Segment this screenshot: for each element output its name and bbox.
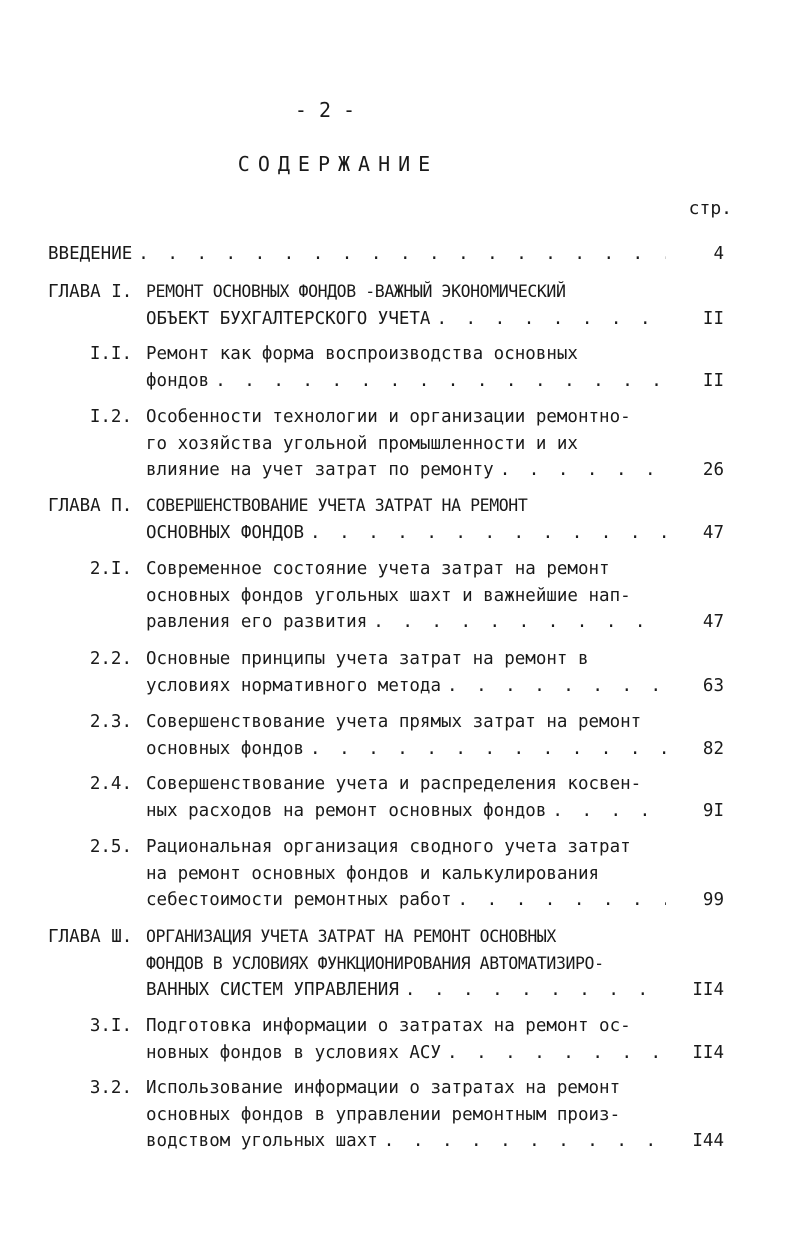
toc-entry-number: I.2. (89, 407, 132, 427)
toc-entry-line (146, 736, 666, 763)
dot-leader (304, 736, 666, 763)
toc-entry-line: Особенности технологии и организации ремонтно- (146, 407, 631, 427)
toc-page-number: II4 (692, 1042, 724, 1063)
toc-entry-line-text: ных расходов на ремонт основных фондов (146, 800, 547, 821)
toc-entry-line: го хозяйства угольной промышленности и их (146, 433, 578, 454)
toc-entry-line (146, 306, 666, 333)
toc-entry-line-text: влияние на учет затрат по ремонту (146, 460, 494, 480)
toc-entry-line: Совершенствование учета прямых затрат на ремонт (146, 712, 642, 732)
toc-entry-title (146, 1013, 666, 1066)
toc-entry-line-text: себестоимости ремонтных работ (146, 890, 452, 910)
toc-entry-line: ОРГАНИЗАЦИЯ УЧЕТА ЗАТРАТ НА РЕМОНТ ОСНОВНЫХ (146, 927, 556, 946)
page-title: СОДЕРЖАНИЕ (237, 152, 439, 176)
toc-page-number: 63 (702, 675, 724, 696)
toc-entry-number: 3.I. (89, 1016, 132, 1036)
toc-page-number: II (702, 308, 724, 329)
toc-entry-line: Современное состояние учета затрат на ремонт (146, 559, 610, 579)
toc-entry-line-text: новных фондов в условиях АСУ (146, 1042, 442, 1063)
dot-leader (452, 887, 666, 914)
toc-entry-title (146, 279, 666, 332)
toc-page-number: 47 (702, 522, 724, 543)
toc-entry-line: Подготовка информации о затратах на ремонт ос- (146, 1016, 631, 1036)
toc-page-number: 4 (713, 244, 724, 264)
toc-entry-line: Совершенствование учета и распределения косвен- (146, 774, 642, 794)
toc-entry-line (146, 798, 666, 825)
toc-entry-title (146, 834, 666, 914)
toc-entry-line: Ремонт как форма воспроизводства основных (146, 344, 578, 364)
toc-entry-line-text: равления его развития (146, 612, 368, 632)
toc-entry-line-text: ВАННЫХ СИСТЕМ УПРАВЛЕНИЯ (146, 980, 399, 1000)
toc-entry-line: СОВЕРШЕНСТВОВАНИЕ УЧЕТА ЗАТРАТ НА РЕМОНТ (146, 496, 528, 515)
toc-page-number: II (702, 370, 724, 391)
toc-entry-line: основных фондов в управлении ремонтным произ- (146, 1104, 621, 1125)
toc-entry-line (146, 673, 666, 700)
toc-entry-title (48, 241, 666, 268)
toc-entry-line-text: ОБЪЕКТ БУХГАЛТЕРСКОГО УЧЕТА (146, 308, 431, 329)
toc-entry-line-text: водством угольных шахт (146, 1131, 378, 1151)
toc-entry-line-text: ВВЕДЕНИЕ (48, 244, 133, 264)
toc-entry-line (146, 457, 666, 484)
toc-entry-title (146, 341, 666, 394)
toc-entry-line (146, 977, 666, 1004)
dot-leader (430, 306, 666, 333)
dot-leader (367, 609, 666, 636)
toc-page-number: 47 (702, 612, 724, 632)
toc-entry-number: ГЛАВА Ш. (48, 927, 133, 947)
toc-entry-title (146, 646, 666, 699)
toc-entry-line (146, 1040, 666, 1067)
page-column-label: стр. (688, 198, 732, 219)
toc-entry-line (146, 368, 666, 395)
toc-entry-line: РЕМОНТ ОСНОВНЫХ ФОНДОВ -ВАЖНЫЙ ЭКОНОМИЧЕСКИЙ (146, 282, 566, 301)
toc-entry-number: I.I. (89, 344, 132, 364)
toc-entry-line (48, 241, 666, 268)
toc-entry-title (146, 404, 666, 484)
toc-entry-line: ФОНДОВ В УСЛОВИЯХ ФУНКЦИОНИРОВАНИЯ АВТОМАТИЗИРО- (146, 953, 604, 973)
toc-entry-line (146, 520, 666, 547)
toc-entry-number: ГЛАВА I. (48, 282, 133, 302)
toc-entry-line: Основные принципы учета затрат на ремонт в (146, 649, 589, 669)
toc-entry-line: основных фондов угольных шахт и важнейшие нап- (146, 585, 631, 606)
toc-entry-line (146, 1128, 666, 1155)
toc-page-number: II4 (692, 980, 724, 1000)
dot-leader (441, 673, 666, 700)
dot-leader (378, 1128, 666, 1155)
toc-entry-number: 2.I. (89, 559, 132, 579)
toc-entry-line (146, 887, 666, 914)
toc-page-number: 99 (702, 890, 724, 910)
toc-page-number: 26 (702, 460, 724, 480)
toc-entry-title (146, 1075, 666, 1155)
dot-leader (209, 368, 666, 395)
dot-leader (304, 520, 666, 547)
toc-entry-number: 2.3. (89, 712, 132, 732)
toc-entry-title (146, 771, 666, 824)
dot-leader (546, 798, 666, 825)
toc-entry-title (146, 556, 666, 636)
toc-entry-line: на ремонт основных фондов и калькулирования (146, 863, 600, 884)
dot-leader (132, 241, 666, 268)
toc-entry-line-text: основных фондов (146, 738, 305, 759)
toc-entry-number: 2.4. (89, 774, 132, 794)
toc-entry-title (146, 924, 666, 1004)
toc-page-number: 9I (702, 800, 724, 821)
toc-entry-number: 2.5. (89, 837, 132, 857)
toc-entry-number: 3.2. (89, 1078, 132, 1098)
toc-entry-number: 2.2. (89, 649, 132, 669)
dot-leader (441, 1040, 666, 1067)
toc-page-number: 82 (702, 738, 724, 759)
page-number: - 2 - (294, 98, 356, 122)
toc-entry-number: ГЛАВА П. (48, 496, 133, 516)
toc-entry-line-text: фондов (146, 370, 210, 391)
toc-entry-line (146, 609, 666, 636)
toc-entry-title (146, 709, 666, 762)
dot-leader (494, 457, 666, 484)
toc-entry-line: Использование информации о затратах на ремонт (146, 1078, 621, 1098)
toc-entry-line-text: условиях нормативного метода (146, 675, 442, 696)
toc-entry-line-text: ОСНОВНЫХ ФОНДОВ (146, 522, 305, 543)
toc-entry-title (146, 493, 666, 546)
toc-entry-line: Рациональная организация сводного учета затрат (146, 837, 631, 857)
toc-page-number: I44 (692, 1131, 724, 1151)
dot-leader (399, 977, 666, 1004)
